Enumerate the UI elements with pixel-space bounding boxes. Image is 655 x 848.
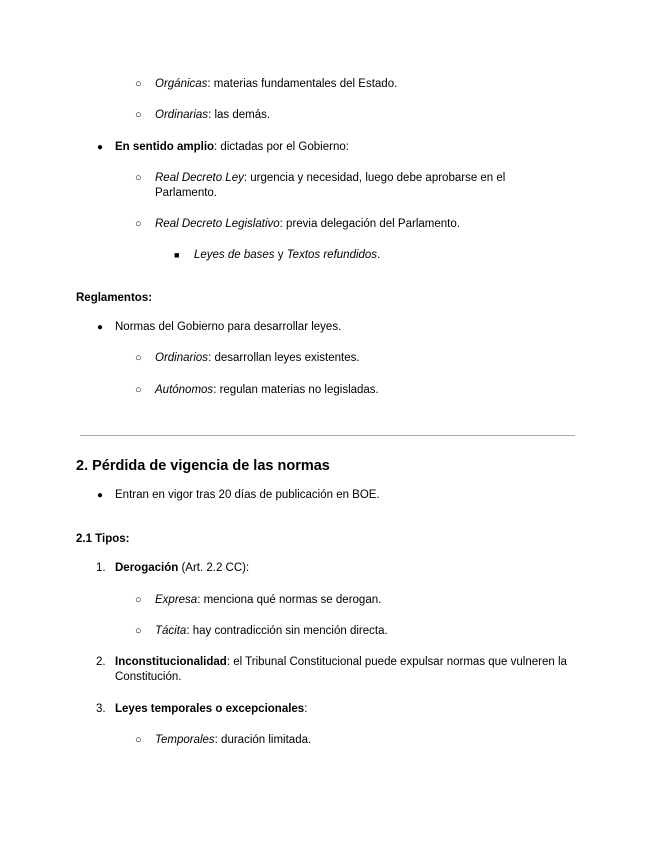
list-number: 1. bbox=[96, 562, 106, 574]
list-item-real-decreto-ley bbox=[155, 171, 535, 201]
term-text: (Art. 2.2 CC): bbox=[178, 562, 250, 574]
term-text: : el Tribunal Constitucional puede expulsar normas que vulneren la Constitución. bbox=[115, 656, 567, 683]
horizontal-divider bbox=[80, 435, 575, 436]
term: Ordinarios bbox=[155, 352, 209, 364]
term-text: : duración limitada. bbox=[214, 734, 312, 746]
list-item-real-decreto-legislativo bbox=[155, 217, 460, 232]
term-text: : desarrollan leyes existentes. bbox=[208, 352, 360, 364]
list-item-leyes-de-bases bbox=[194, 248, 380, 263]
list-item-sentido-amplio bbox=[115, 140, 349, 155]
list-item-ordinarios bbox=[155, 351, 360, 366]
term-text: : hay contradicción sin mención directa. bbox=[186, 625, 388, 637]
list-item-expresa bbox=[155, 593, 381, 608]
term: Tácita bbox=[155, 625, 187, 637]
term: Inconstitucionalidad bbox=[115, 656, 227, 668]
term: Ordinarias bbox=[155, 109, 209, 121]
term: Autónomos bbox=[155, 384, 214, 396]
tipos-heading bbox=[76, 532, 129, 547]
list-item-inconstitucionalidad bbox=[115, 655, 575, 685]
list-item-temporales bbox=[155, 733, 311, 748]
term: Orgánicas bbox=[155, 78, 208, 90]
term-text: : las demás. bbox=[208, 109, 271, 121]
circle-bullet-icon: ○ bbox=[135, 594, 142, 606]
term-text: : urgencia y necesidad, luego debe aprobarse en el Parlamento. bbox=[155, 172, 506, 199]
joiner: y bbox=[274, 249, 287, 261]
list-item-normas-gobierno: Normas del Gobierno para desarrollar leyes. bbox=[115, 321, 342, 333]
circle-bullet-icon: ○ bbox=[135, 625, 142, 637]
square-bullet-icon: ■ bbox=[174, 250, 180, 260]
section-title: 2. Pérdida de vigencia de las normas bbox=[76, 458, 330, 474]
period: . bbox=[377, 249, 381, 261]
term: Real Decreto Legislativo bbox=[155, 218, 280, 230]
term: Leyes temporales o excepcionales bbox=[115, 703, 305, 715]
list-item-ordinarias bbox=[155, 108, 270, 123]
term-text: : regulan materias no legisladas. bbox=[213, 384, 379, 396]
list-item-organicas bbox=[155, 77, 397, 92]
list-number: 2. bbox=[96, 656, 106, 668]
circle-bullet-icon: ○ bbox=[135, 172, 142, 184]
circle-bullet-icon: ○ bbox=[135, 109, 142, 121]
circle-bullet-icon: ○ bbox=[135, 384, 142, 396]
term-text: : previa delegación del Parlamento. bbox=[279, 218, 460, 230]
circle-bullet-icon: ○ bbox=[135, 352, 142, 364]
disc-bullet-icon: ● bbox=[97, 490, 104, 501]
term: Derogación bbox=[115, 562, 179, 574]
list-number: 3. bbox=[96, 703, 106, 715]
heading-text: 2.1 Tipos: bbox=[76, 533, 130, 545]
circle-bullet-icon: ○ bbox=[135, 734, 142, 746]
term-text: : dictadas por el Gobierno: bbox=[214, 141, 349, 153]
term: Textos refundidos bbox=[286, 249, 378, 261]
heading-text: Reglamentos: bbox=[76, 292, 153, 304]
list-item-tacita bbox=[155, 624, 388, 639]
disc-bullet-icon: ● bbox=[97, 322, 104, 333]
term: Real Decreto Ley bbox=[155, 172, 244, 184]
list-item-leyes-temporales bbox=[115, 702, 307, 717]
circle-bullet-icon: ○ bbox=[135, 218, 142, 230]
circle-bullet-icon: ○ bbox=[135, 78, 142, 90]
term: En sentido amplio bbox=[115, 141, 215, 153]
term-text: : menciona qué normas se derogan. bbox=[197, 594, 382, 606]
disc-bullet-icon: ● bbox=[97, 142, 104, 153]
list-item-derogacion bbox=[115, 561, 249, 576]
list-item-vigor: Entran en vigor tras 20 días de publicación en BOE. bbox=[115, 489, 380, 501]
colon: : bbox=[304, 703, 308, 715]
term: Temporales bbox=[155, 734, 215, 746]
term: Leyes de bases bbox=[194, 249, 275, 261]
reglamentos-heading bbox=[76, 291, 152, 306]
list-item-autonomos bbox=[155, 383, 379, 398]
term: Expresa bbox=[155, 594, 198, 606]
term-text: : materias fundamentales del Estado. bbox=[207, 78, 398, 90]
